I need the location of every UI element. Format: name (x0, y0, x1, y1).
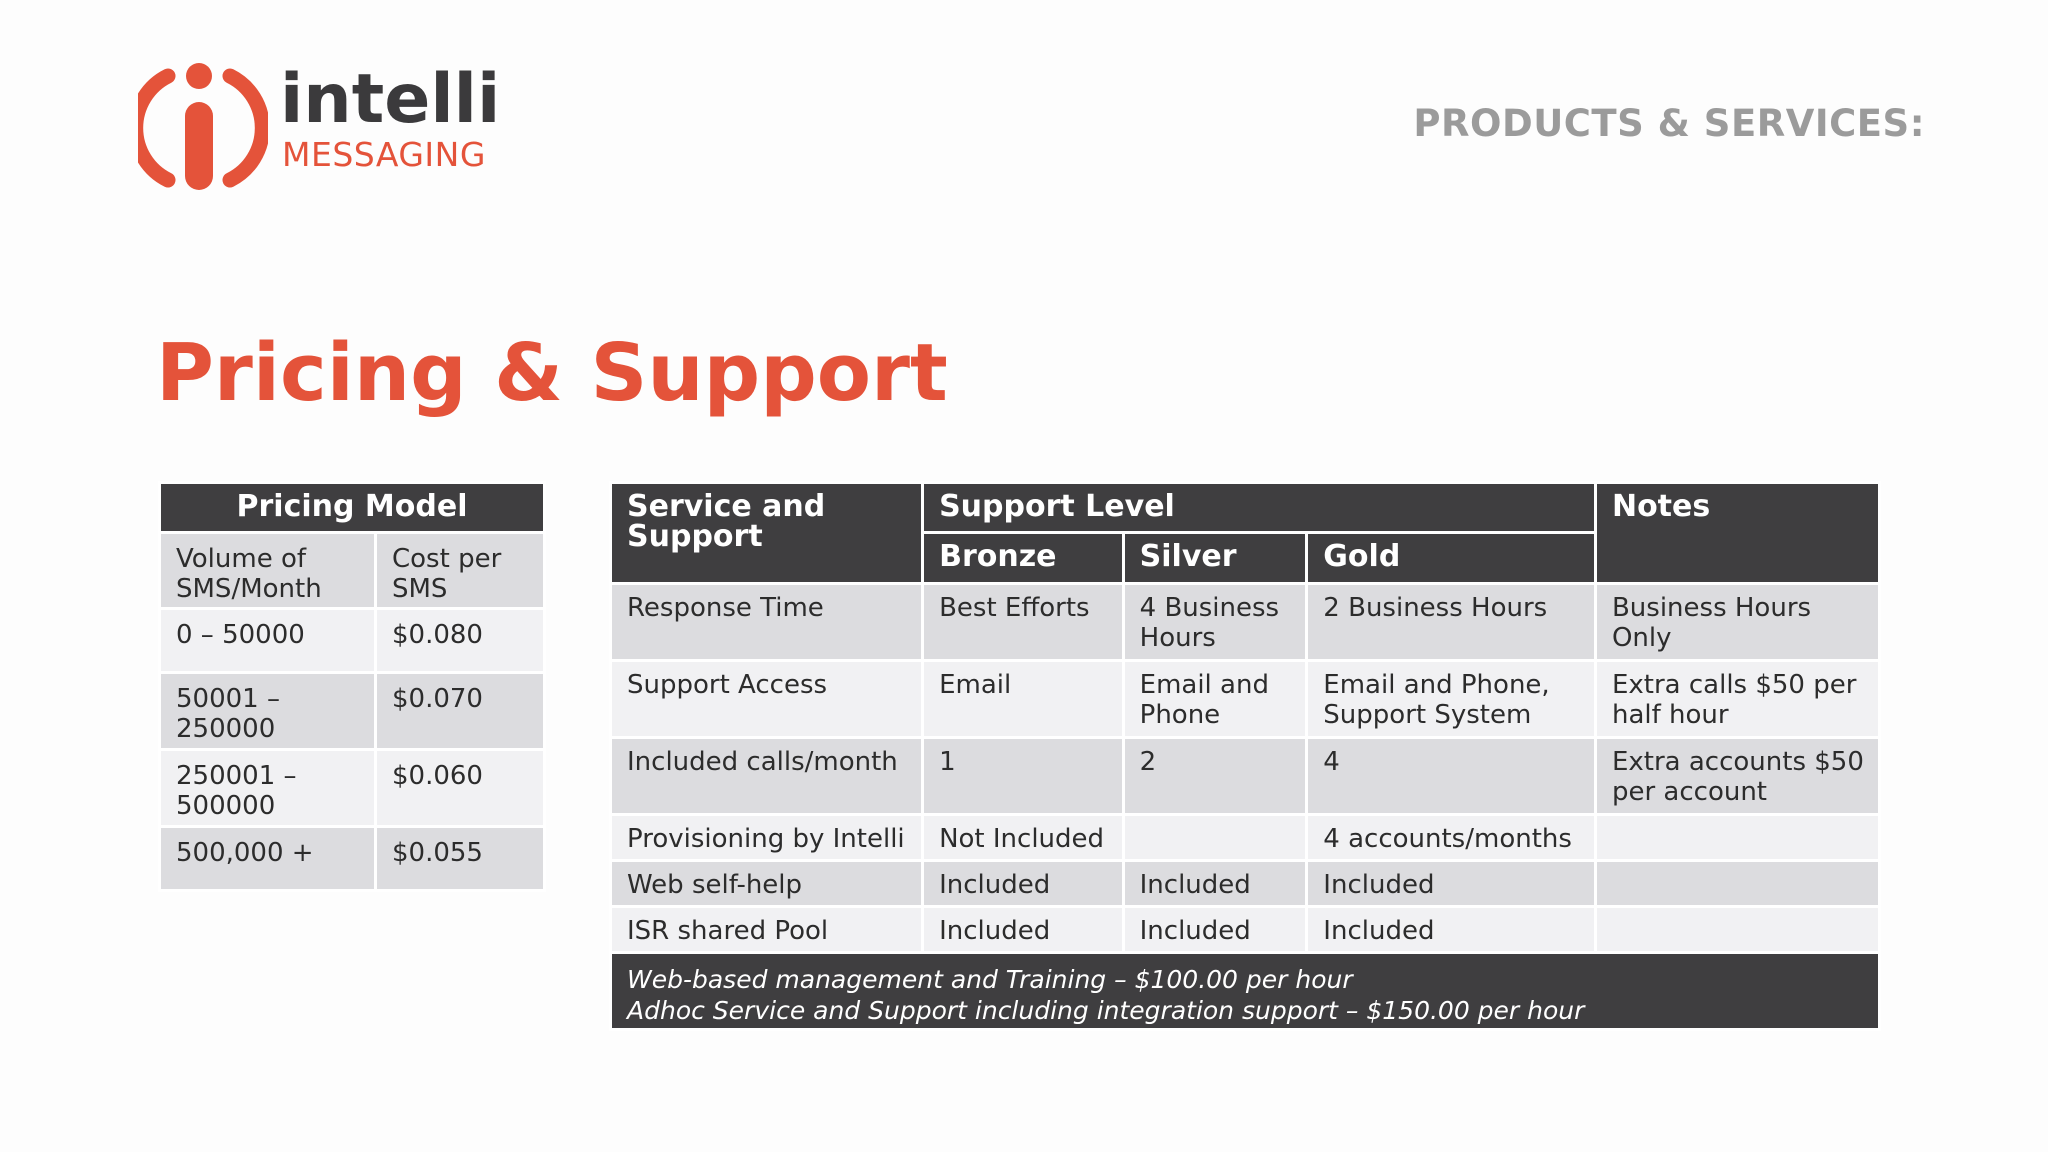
bronze-cell: Email (923, 661, 1124, 738)
service-cell: Response Time (611, 584, 923, 661)
table-row (611, 661, 1880, 738)
bronze-cell: Not Included (923, 815, 1124, 861)
gold-cell: 4 (1307, 738, 1596, 815)
service-cell: Web self-help (611, 861, 923, 907)
gold-cell: 4 accounts/months (1307, 815, 1596, 861)
page-title: Pricing & Support (156, 327, 948, 419)
volume-cell: 50001 – 250000 (160, 673, 376, 750)
notes-cell (1595, 815, 1879, 861)
table-row (611, 861, 1880, 907)
service-cell: Included calls/month (611, 738, 923, 815)
silver-header: Silver (1123, 533, 1307, 584)
cost-cell: $0.070 (376, 673, 545, 750)
support-level-table (609, 481, 1881, 1031)
gold-cell: Included (1307, 907, 1596, 953)
silver-cell: Included (1123, 861, 1307, 907)
silver-cell (1123, 815, 1307, 861)
volume-column-header: Volume of SMS/Month (160, 533, 376, 609)
support-level-header: Support Level (923, 483, 1596, 533)
gold-cell: Email and Phone, Support System (1307, 661, 1596, 738)
silver-cell: 4 Business Hours (1123, 584, 1307, 661)
company-logo (138, 60, 501, 200)
table-row (611, 738, 1880, 815)
footer-note-line: Adhoc Service and Support including integration support – $150.00 per hour (627, 996, 1585, 1025)
service-cell: Provisioning by Intelli (611, 815, 923, 861)
table-row (160, 750, 545, 827)
brand-name: intelli (280, 60, 501, 139)
table-row (160, 827, 545, 891)
notes-cell: Business Hours Only (1595, 584, 1879, 661)
intelli-logo-icon (138, 62, 268, 196)
table-row (611, 584, 1880, 661)
notes-cell: Extra calls $50 per half hour (1595, 661, 1879, 738)
section-label: PRODUCTS & SERVICES: (1413, 102, 1925, 145)
pricing-model-header: Pricing Model (160, 483, 545, 533)
gold-cell: 2 Business Hours (1307, 584, 1596, 661)
notes-cell (1595, 907, 1879, 953)
cost-cell: $0.060 (376, 750, 545, 827)
cost-cell: $0.080 (376, 609, 545, 673)
table-row (611, 907, 1880, 953)
table-row (160, 673, 545, 750)
service-cell: Support Access (611, 661, 923, 738)
notes-cell: Extra accounts $50 per account (1595, 738, 1879, 815)
bronze-cell: 1 (923, 738, 1124, 815)
volume-cell: 250001 – 500000 (160, 750, 376, 827)
silver-cell: Email and Phone (1123, 661, 1307, 738)
silver-cell: Included (1123, 907, 1307, 953)
table-row (611, 815, 1880, 861)
cost-column-header: Cost per SMS (376, 533, 545, 609)
cost-cell: $0.055 (376, 827, 545, 891)
bronze-cell: Included (923, 861, 1124, 907)
service-cell: ISR shared Pool (611, 907, 923, 953)
gold-header: Gold (1307, 533, 1596, 584)
bronze-cell: Best Efforts (923, 584, 1124, 661)
notes-cell (1595, 861, 1879, 907)
silver-cell: 2 (1123, 738, 1307, 815)
bronze-cell: Included (923, 907, 1124, 953)
service-column-header: Service and Support (611, 483, 923, 584)
pricing-model-table (158, 481, 546, 892)
volume-cell: 500,000 + (160, 827, 376, 891)
footer-notes (611, 953, 1880, 1030)
notes-column-header: Notes (1595, 483, 1879, 584)
brand-subtitle: MESSAGING (282, 135, 486, 174)
bronze-header: Bronze (923, 533, 1124, 584)
gold-cell: Included (1307, 861, 1596, 907)
footer-note-line: Web-based management and Training – $100.00 per hour (627, 965, 1353, 994)
volume-cell: 0 – 50000 (160, 609, 376, 673)
table-row (160, 609, 545, 673)
